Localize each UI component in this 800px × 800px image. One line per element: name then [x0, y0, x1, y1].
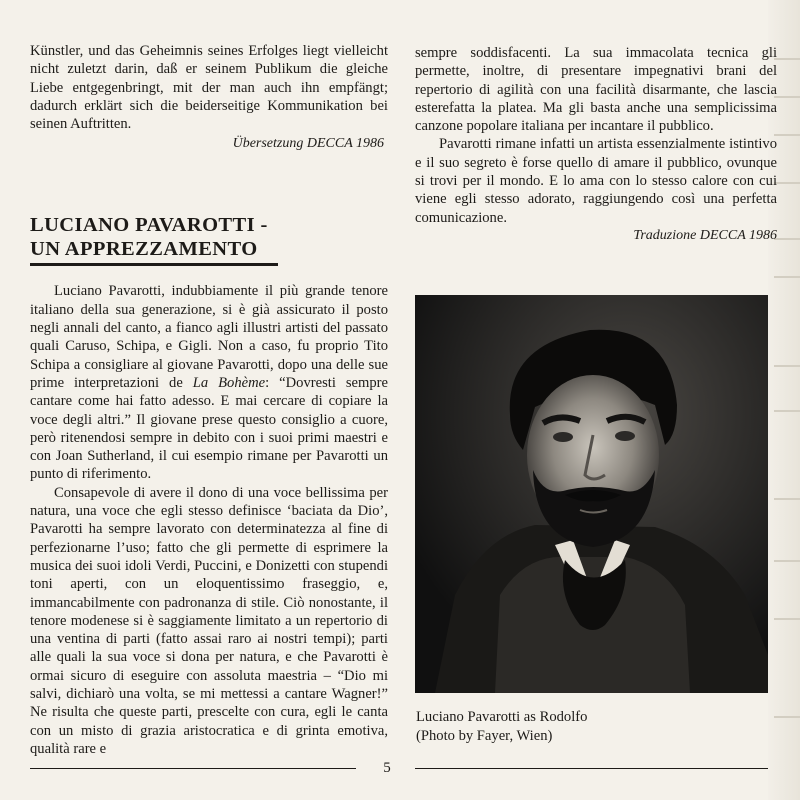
body-paragraph-4: Pavarotti rimane infatti un artista essenzialmente istintivo e il suo segreto è forse quello di amare il pubblico, ovunque si trovi per il mondo. E lo ama con lo stesso calore con cui viene egli stesso adorato, raggiungendo così una perfetta comunicazione. — [415, 136, 777, 226]
body-paragraph-2: Consapevole di avere il dono di una voce bellissima per natura, una voce che egli stesso definisce ‘baciata da Dio’, Pavarotti ha sempre lavorato con determinatezza al fine di perfezionarne l’uso; fatto che gli permette di esprimere la musica dei suoi idoli Verdi, Puccini, e Donizetti con stupendi toni aperti, con un eloquentissimo fraseggio, e, immancabilmente con padronanza di stile. Ciò nonostante, il tenore modenese si è saggiamente limitato a un repertorio di una ventina di parti (fatto assai raro ai nostri tempi); parti alle quali la sua voce si dona per natura, e che Pavarotti è ormai sicuro di eseguire con assoluta maestria – “Dio mi salvi, dichiarò una volta, se mi mettessi a cantare Wagner!” Ne risulta che queste parti, prescelte con cura, egli le canta con un misto di grazia aristocratica e di grinta emotiva, qualità rare e — [30, 484, 388, 757]
german-translation-credit: Übersetzung DECCA 1986 — [232, 136, 384, 152]
paragraph-1-continuation: : “Dovresti sempre cantare come hai fatto adesso. E mai cercare di copiare la voce degli altri.” Il giovane prese questo consiglio a cuore, però ritenendosi sempre in debito con i suoi primi maestri e con Joan Sutherland, il cui esempio rimane per Pavarotti un punto di riferimento. — [30, 374, 388, 483]
paragraph-1-text: Luciano Pavarotti, indubbiamente il più grande tenore italiano della sua generazione, si è già assicurato il posto negli annali del canto, a fianco agli illustri artisti del passato quali Caruso, Schipa, e Gigli. Non a caso, fu proprio Tito Schipa a consigliare al giovane Pavarotti, dopo una delle sue prime interpretazioni de — [30, 283, 388, 391]
photo-caption-title: Luciano Pavarotti as Rodolfo — [416, 709, 588, 725]
german-text-end: Künstler, und das Geheimnis seines Erfolges liegt vielleicht nicht zuletzt darin, daß er seinem Publikum die gleiche Liebe entgegenbringt, mit der man auch ihn empfängt; dadurch erklärt sich die beiderseitige Kommunikation bei seinen Auftritten. — [30, 43, 388, 133]
section-title-underline — [30, 263, 278, 266]
photo-caption-credit: (Photo by Fayer, Wien) — [416, 727, 553, 744]
page-number: 5 — [383, 760, 391, 776]
left-column — [30, 42, 388, 758]
body-paragraph-1 — [30, 282, 388, 483]
footer-rule-right — [415, 768, 768, 769]
pavarotti-portrait-photo — [415, 295, 768, 693]
opera-title: La Bohème — [192, 374, 266, 391]
section-title-line1: LUCIANO PAVAROTTI - — [30, 214, 268, 237]
photo-caption — [416, 708, 756, 745]
body-paragraph-3: sempre soddisfacenti. La sua immacolata tecnica gli permette, inoltre, di presentare impegnativi brani del repertorio di agilità con una facilità disarmante, che lascia esterefatta la platea. Ma gli basta anche una semplicissima canzone popolare italiana per incantare il pubblico. — [415, 45, 777, 135]
footer-rule-left — [30, 768, 356, 769]
italian-translation-credit: Traduzione DECCA 1986 — [633, 227, 777, 243]
section-title-line2: UN APPREZZAMENTO — [30, 238, 258, 261]
section-heading — [30, 213, 278, 266]
right-column — [415, 44, 777, 245]
